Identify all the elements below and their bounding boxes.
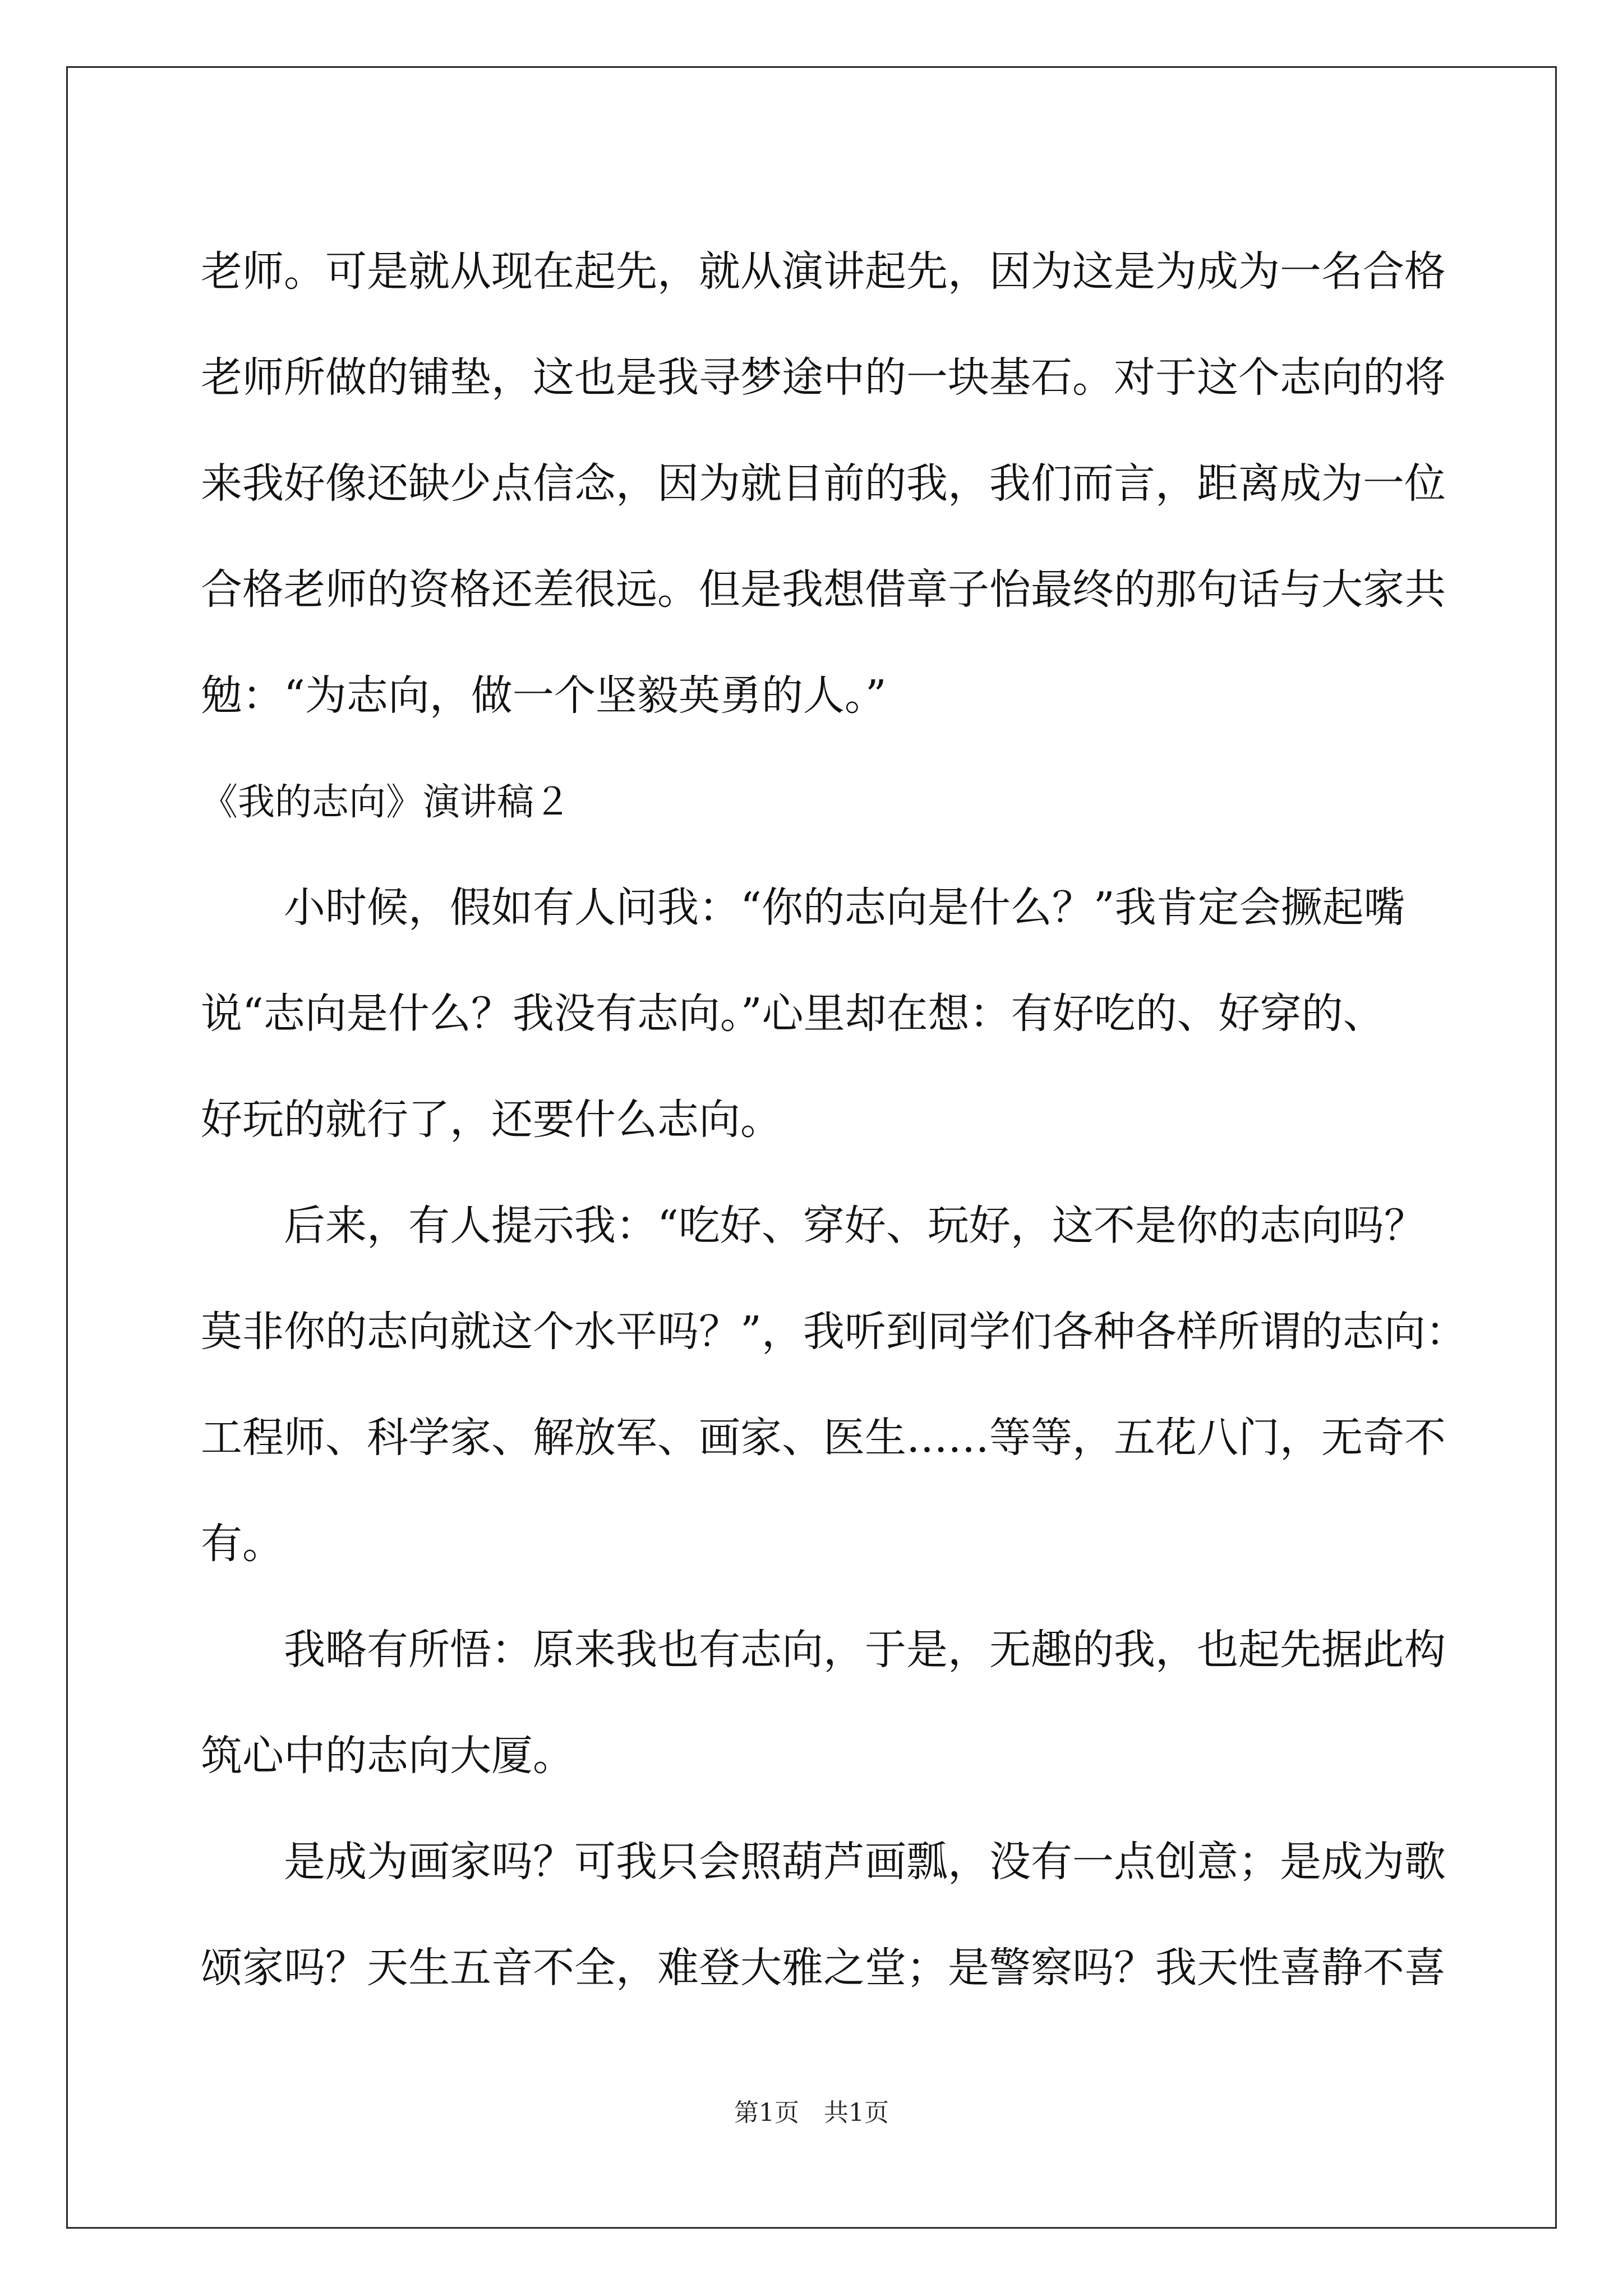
text-line: 合格老师的资格还差很远。但是我想借章子怡最终的那句话与大家共 xyxy=(201,565,1446,614)
text-line: 说“志向是什么？我没有志向。”心里却在想：有好吃的、好穿的、 xyxy=(201,990,1385,1038)
text-line: 颂家吗？天生五音不全，难登大雅之堂；是警察吗？我天性喜静不喜 xyxy=(201,1944,1446,1992)
text-line: 工程师、科学家、解放军、画家、医生……等等，五花八门，无奇不 xyxy=(201,1414,1446,1462)
text-line: 是成为画家吗？可我只会照葫芦画瓢，没有一点创意；是成为歌 xyxy=(201,1838,1446,1886)
page-number-footer: 第1页 共1页 xyxy=(734,2099,889,2127)
text-line: 好玩的就行了，还要什么志向。 xyxy=(201,1096,782,1144)
text-line: 莫非你的志向就这个水平吗？”，我听到同学们各种各样所谓的志向： xyxy=(201,1308,1467,1356)
text-line: 老师。可是就从现在起先，就从演讲起先，因为这是为成为一名合格 xyxy=(201,247,1446,296)
section-title: 《我的志向》演讲稿２ xyxy=(201,780,571,823)
text-line: 有。 xyxy=(201,1520,284,1568)
text-line: 我略有所悟：原来我也有志向，于是，无趣的我，也起先据此构 xyxy=(201,1626,1446,1674)
text-line: 来我好像还缺少点信念，因为就目前的我，我们而言，距离成为一位 xyxy=(201,459,1446,508)
text-line: 勉：“为志向，做一个坚毅英勇的人。” xyxy=(201,671,887,720)
text-line: 后来，有人提示我：“吃好、穿好、玩好，这不是你的志向吗？ xyxy=(201,1202,1426,1250)
document-body xyxy=(201,219,1467,2021)
text-line: 筑心中的志向大厦。 xyxy=(201,1732,574,1780)
text-line: 老师所做的铺垫，这也是我寻梦途中的一块基石。对于这个志向的将 xyxy=(201,353,1446,402)
text-line: 小时候，假如有人问我：“你的志向是什么？”我肯定会撅起嘴 xyxy=(201,884,1405,932)
